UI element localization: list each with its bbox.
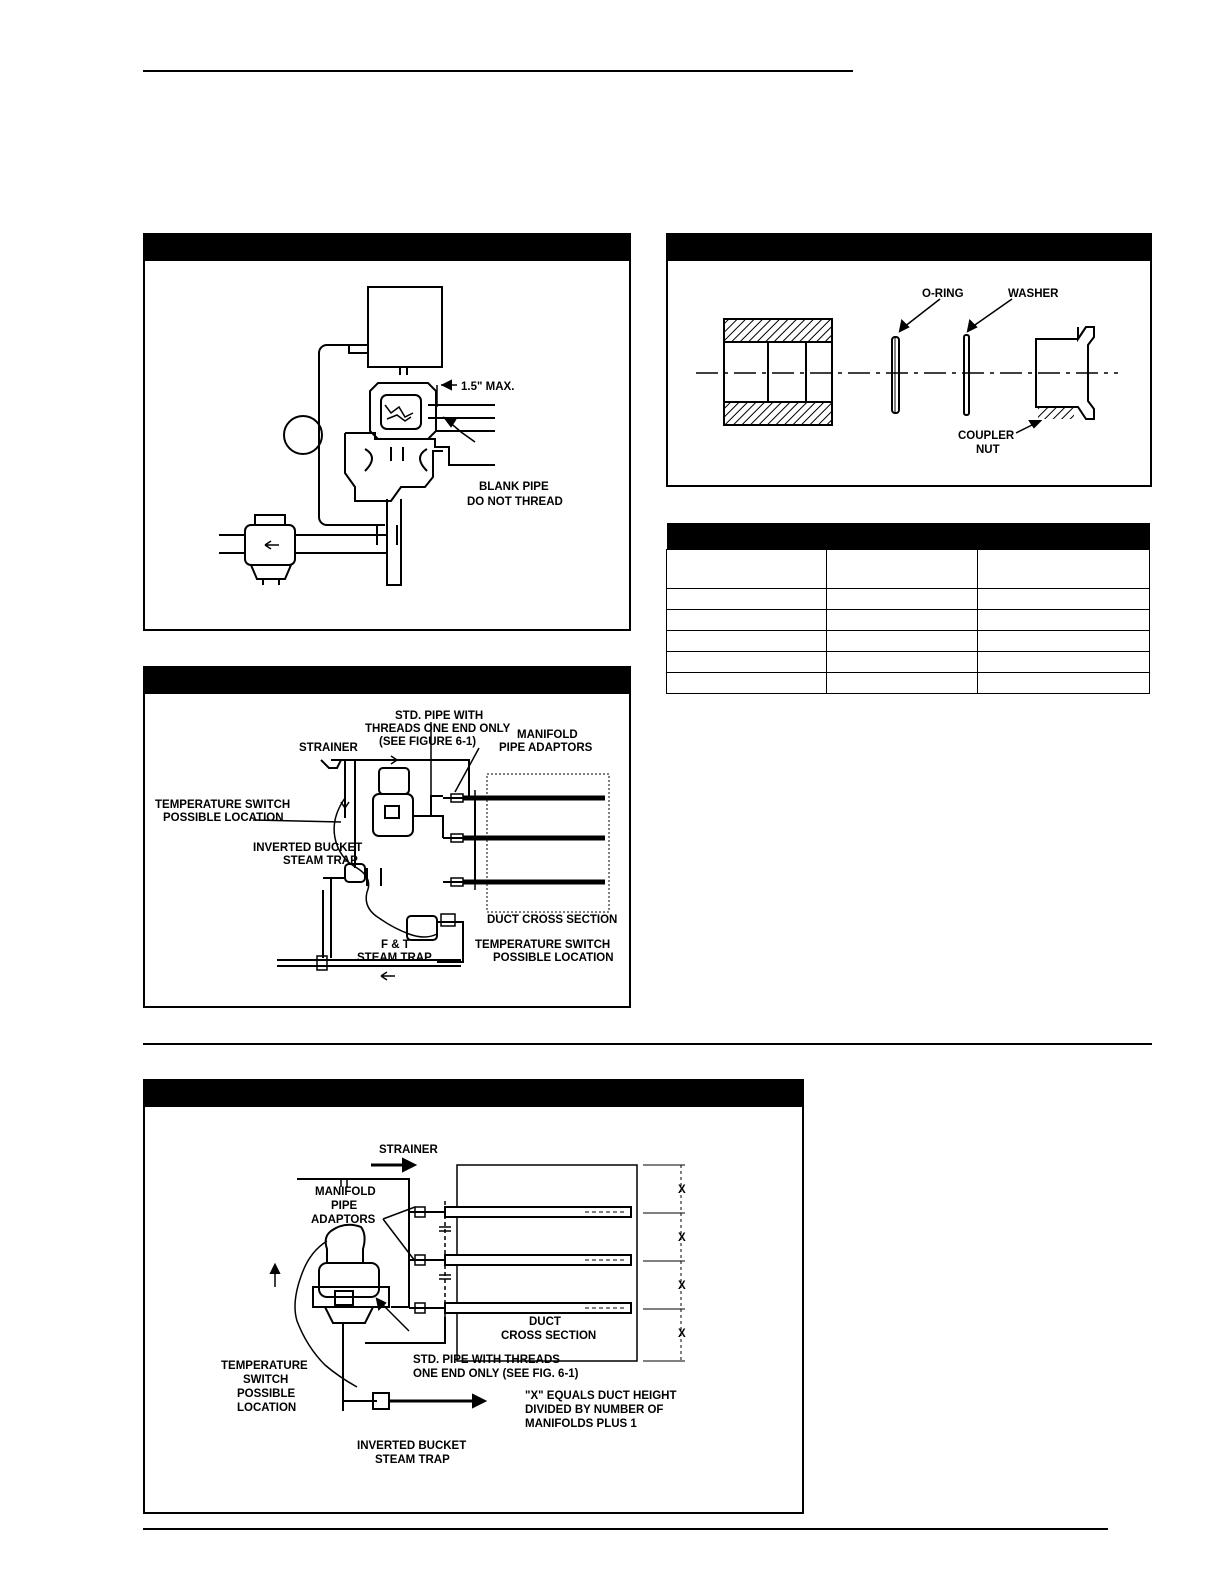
do-not-thread-label: DO NOT THREAD — [467, 496, 563, 508]
manifold-label-2: PIPE ADAPTORS — [499, 742, 593, 754]
temp-switch-label-1: TEMPERATURE — [221, 1360, 308, 1372]
table-row — [667, 610, 1150, 631]
manifold-label-3: ADAPTORS — [311, 1214, 376, 1226]
note-label-2: DIVIDED BY NUMBER OF — [525, 1404, 664, 1416]
inverted-bucket-label-1: INVERTED BUCKET — [253, 842, 363, 854]
spec-table-column-row — [667, 550, 1150, 589]
coupler-label: COUPLER — [958, 430, 1015, 442]
manifold-label-1: MANIFOLD — [315, 1186, 376, 1198]
table-row — [667, 589, 1150, 610]
nut-label: NUT — [976, 444, 1000, 456]
table-row — [667, 673, 1150, 694]
inverted-bucket-label-1: INVERTED BUCKET — [357, 1440, 467, 1452]
temp-switch-label-3: POSSIBLE — [237, 1388, 296, 1400]
footer-rule — [143, 1528, 1108, 1530]
max-label: 1.5" MAX. — [461, 381, 515, 393]
duct-label-1: DUCT — [529, 1316, 561, 1328]
std-pipe-label-2: THREADS ONE END ONLY — [365, 723, 511, 735]
duct-cross-section-label: DUCT CROSS SECTION — [487, 914, 618, 926]
figure-valve-panel — [143, 233, 631, 631]
std-pipe-label-2: ONE END ONLY (SEE FIG. 6-1) — [413, 1368, 579, 1380]
std-pipe-label-1: STD. PIPE WITH THREADS — [413, 1354, 560, 1366]
inverted-bucket-label-2: STEAM TRAP — [283, 855, 358, 867]
note-label-3: MANIFOLDS PLUS 1 — [525, 1418, 637, 1430]
blank-pipe-label: BLANK PIPE — [479, 481, 549, 493]
manifold-label-1: MANIFOLD — [517, 729, 578, 741]
section-rule — [143, 1043, 1152, 1045]
table-row — [667, 652, 1150, 673]
temp-switch-label-4: LOCATION — [237, 1402, 297, 1414]
washer-label: WASHER — [1008, 288, 1059, 300]
x-dim-label-1: X — [678, 1184, 686, 1196]
o-ring-label: O-RING — [922, 288, 964, 300]
x-dim-label-4: X — [678, 1328, 686, 1340]
inverted-bucket-label-2: STEAM TRAP — [375, 1454, 450, 1466]
x-dim-label-2: X — [678, 1232, 686, 1244]
strainer-label: STRAINER — [299, 742, 358, 754]
top-rule — [143, 70, 853, 72]
temp-switch-label-1a: TEMPERATURE SWITCH — [155, 799, 291, 811]
x-dim-label-3: X — [678, 1280, 686, 1292]
ft-label-1: F & T — [381, 939, 410, 951]
spec-table — [666, 523, 1150, 694]
manifold-label-2: PIPE — [331, 1200, 358, 1212]
temp-switch-label-1b: POSSIBLE LOCATION — [163, 812, 284, 824]
ft-label-2: STEAM TRAP — [357, 952, 432, 964]
strainer-label: STRAINER — [379, 1144, 438, 1156]
temp-switch-label-2b: POSSIBLE LOCATION — [493, 952, 614, 964]
spec-table-header — [667, 523, 1150, 550]
duct-label-2: CROSS SECTION — [501, 1330, 597, 1342]
manifold-diagram — [145, 1081, 802, 1512]
piping-diagram — [145, 668, 629, 1006]
temp-switch-label-2: SWITCH — [243, 1374, 289, 1386]
figure-piping-panel — [143, 666, 631, 1008]
valve-diagram — [145, 235, 629, 629]
figure-coupler-panel — [666, 233, 1152, 487]
figure-manifold-panel — [143, 1079, 804, 1514]
temp-switch-label-2a: TEMPERATURE SWITCH — [475, 939, 611, 951]
note-label-1: "X" EQUALS DUCT HEIGHT — [525, 1390, 677, 1402]
std-pipe-label-3: (SEE FIGURE 6-1) — [379, 736, 477, 748]
coupler-diagram — [668, 235, 1150, 485]
std-pipe-label-1: STD. PIPE WITH — [395, 710, 484, 722]
table-row — [667, 631, 1150, 652]
